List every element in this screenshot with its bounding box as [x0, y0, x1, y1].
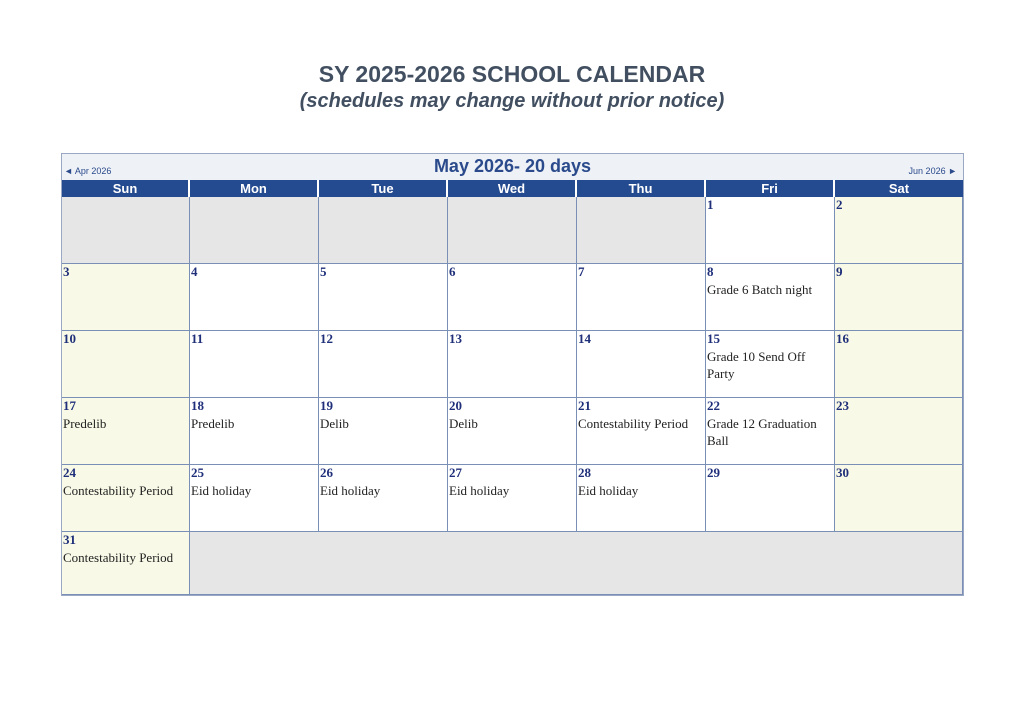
page-subtitle: (schedules may change without prior notice) — [299, 90, 725, 112]
day-event: Eid holiday — [320, 483, 381, 498]
day-number: 30 — [836, 465, 849, 480]
day-cell[interactable] — [319, 398, 448, 465]
day-cell[interactable] — [706, 331, 835, 398]
weekday-header: Fri — [706, 180, 835, 197]
day-number: 31 — [63, 532, 76, 547]
day-number: 12 — [320, 331, 333, 346]
day-cell[interactable] — [62, 264, 190, 331]
day-cell[interactable] — [319, 465, 448, 532]
day-event: Predelib — [63, 416, 107, 431]
day-cell[interactable] — [448, 331, 577, 398]
day-cell[interactable] — [448, 465, 577, 532]
empty-day-cell — [448, 197, 577, 264]
day-cell[interactable] — [577, 331, 706, 398]
day-number: 2 — [836, 197, 843, 212]
day-cell[interactable] — [62, 532, 190, 595]
day-cell[interactable] — [62, 465, 190, 532]
day-event: Contestability Period — [63, 483, 174, 498]
day-cell[interactable] — [319, 264, 448, 331]
day-number: 27 — [449, 465, 462, 480]
next-month-link[interactable]: Jun 2026 ► — [908, 166, 957, 176]
weekday-header: Thu — [577, 180, 706, 197]
day-cell[interactable] — [706, 264, 835, 331]
day-event: Delib — [320, 416, 349, 431]
day-cell[interactable] — [190, 331, 319, 398]
day-cell[interactable] — [577, 465, 706, 532]
day-number: 20 — [449, 398, 462, 413]
day-number: 3 — [63, 264, 70, 279]
day-number: 16 — [836, 331, 849, 346]
day-cell[interactable] — [835, 264, 963, 331]
day-event: Eid holiday — [578, 483, 639, 498]
empty-day-cell — [62, 197, 190, 264]
day-number: 13 — [449, 331, 462, 346]
day-event: Eid holiday — [449, 483, 510, 498]
day-number: 23 — [836, 398, 849, 413]
day-cell[interactable] — [835, 331, 963, 398]
day-number: 6 — [449, 264, 456, 279]
day-number: 9 — [836, 264, 843, 279]
calendar-grid — [62, 197, 963, 595]
day-event: Grade 6 Batch night — [707, 282, 813, 297]
empty-day-cell — [319, 197, 448, 264]
day-cell[interactable] — [448, 398, 577, 465]
day-number: 14 — [578, 331, 591, 346]
day-event: Eid holiday — [191, 483, 252, 498]
day-cell[interactable] — [706, 465, 835, 532]
day-event: Grade 12 Graduation Ball — [707, 416, 817, 448]
day-number: 29 — [707, 465, 720, 480]
day-cell[interactable] — [190, 465, 319, 532]
empty-day-cell — [577, 197, 706, 264]
day-number: 17 — [63, 398, 76, 413]
day-cell[interactable] — [62, 331, 190, 398]
day-cell[interactable] — [835, 197, 963, 264]
day-number: 21 — [578, 398, 591, 413]
day-number: 1 — [707, 197, 714, 212]
day-cell[interactable] — [319, 331, 448, 398]
day-cell[interactable] — [706, 197, 835, 264]
day-number: 18 — [191, 398, 204, 413]
day-number: 4 — [191, 264, 198, 279]
day-event: Contestability Period — [63, 550, 174, 565]
day-cell[interactable] — [448, 264, 577, 331]
weekday-header: Tue — [319, 180, 448, 197]
weekday-header: Sat — [835, 180, 963, 197]
day-event: Contestability Period — [578, 416, 689, 431]
day-number: 5 — [320, 264, 327, 279]
day-number: 7 — [578, 264, 585, 279]
weekday-header-row — [62, 180, 963, 197]
day-number: 15 — [707, 331, 720, 346]
day-cell[interactable] — [835, 465, 963, 532]
day-event: Predelib — [191, 416, 235, 431]
empty-day-cell — [190, 197, 319, 264]
day-cell[interactable] — [706, 398, 835, 465]
day-number: 10 — [63, 331, 76, 346]
day-number: 11 — [191, 331, 204, 346]
day-number: 8 — [707, 264, 714, 279]
day-number: 22 — [707, 398, 720, 413]
day-cell[interactable] — [190, 398, 319, 465]
weekday-header: Sun — [62, 180, 190, 197]
day-cell[interactable] — [190, 264, 319, 331]
day-cell[interactable] — [62, 398, 190, 465]
prev-month-link[interactable]: ◄ Apr 2026 — [64, 166, 112, 176]
day-number: 26 — [320, 465, 333, 480]
weekday-header: Wed — [448, 180, 577, 197]
day-number: 24 — [63, 465, 76, 480]
empty-day-cell — [190, 532, 963, 595]
month-calendar — [61, 153, 964, 596]
day-number: 19 — [320, 398, 333, 413]
day-number: 28 — [578, 465, 591, 480]
weekday-header: Mon — [190, 180, 319, 197]
day-number: 25 — [191, 465, 204, 480]
calendar-header — [62, 154, 963, 180]
day-cell[interactable] — [835, 398, 963, 465]
day-cell[interactable] — [577, 398, 706, 465]
day-cell[interactable] — [577, 264, 706, 331]
day-event: Delib — [449, 416, 478, 431]
page-title: SY 2025-2026 SCHOOL CALENDAR — [318, 61, 706, 87]
day-event: Grade 10 Send Off Party — [707, 349, 806, 381]
month-title: May 2026- 20 days — [433, 156, 592, 176]
